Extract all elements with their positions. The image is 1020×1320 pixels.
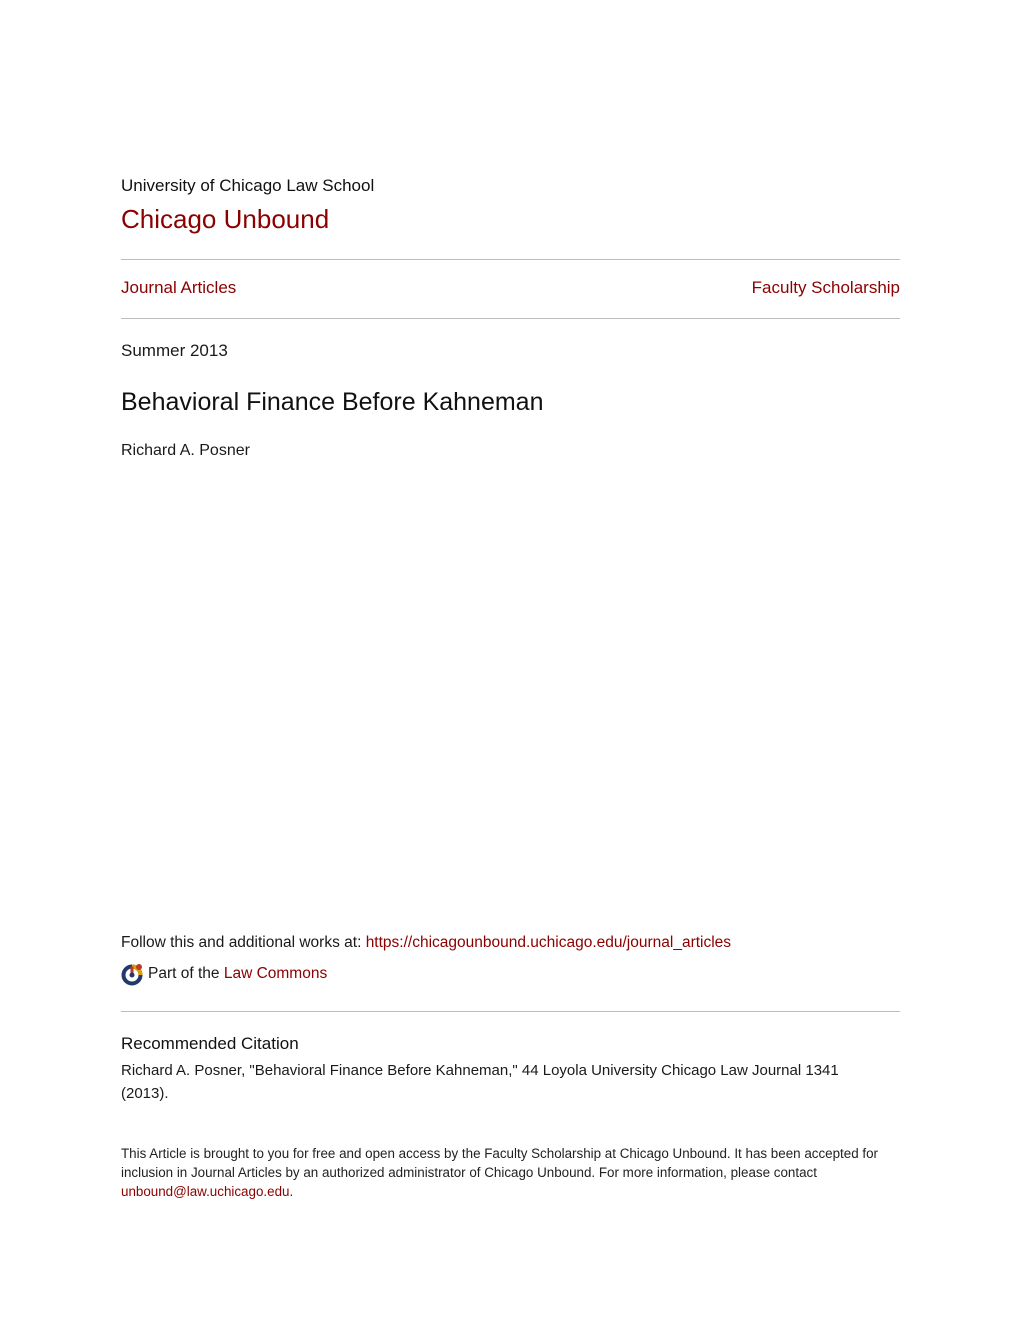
follow-line [121, 934, 731, 952]
access-notice-suffix: . [289, 1184, 294, 1199]
access-notice [121, 1144, 900, 1201]
follow-prefix: Follow this and additional works at: [121, 934, 366, 951]
access-notice-text: This Article is brought to you for free and open access by the Faculty Scholarship at Chicago Unbound. It has been accepted for inclusion in Journal Articles by an authorized administrator of Chicago Unbound. For more information, please contact [121, 1146, 879, 1180]
collection-nav [121, 278, 900, 298]
commons-line [121, 962, 327, 986]
commons-prefix: Part of the [148, 965, 224, 982]
publication-date: Summer 2013 [121, 341, 228, 360]
repository-link[interactable]: Chicago Unbound [121, 204, 330, 234]
top-divider [121, 259, 900, 260]
cover-page [121, 0, 900, 1320]
institution-name: University of Chicago Law School [121, 176, 375, 195]
journal-articles-link[interactable]: Journal Articles [121, 278, 237, 297]
citation-divider [121, 1011, 900, 1012]
contact-email-link[interactable]: unbound@law.uchicago.edu [121, 1184, 290, 1199]
nav-divider [121, 318, 900, 319]
collection-url-link[interactable]: https://chicagounbound.uchicago.edu/journal_articles [365, 934, 732, 951]
law-commons-link[interactable]: Law Commons [223, 965, 328, 982]
citation-text: Richard A. Posner, "Behavioral Finance Before Kahneman," 44 Loyola University Chicago Law Journal 1341 (2013). [121, 1062, 839, 1102]
article-title: Behavioral Finance Before Kahneman [121, 388, 544, 416]
citation-heading: Recommended Citation [121, 1034, 299, 1053]
article-author: Richard A. Posner [121, 442, 250, 459]
faculty-scholarship-link[interactable]: Faculty Scholarship [751, 278, 900, 297]
network-commons-icon [121, 962, 145, 986]
